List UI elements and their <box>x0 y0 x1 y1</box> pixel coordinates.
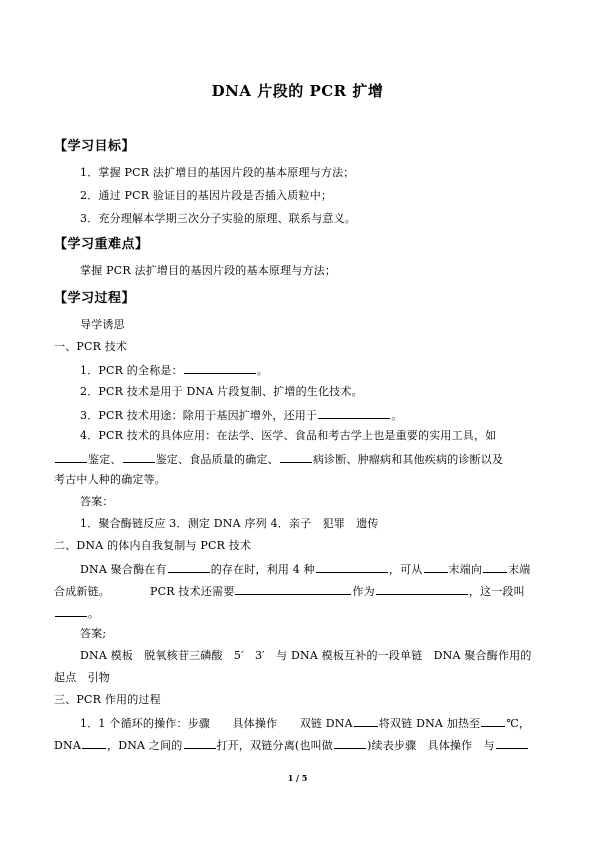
part3-l1-b: 将双链 DNA 加热至 <box>378 717 481 730</box>
fill-blank <box>235 583 351 595</box>
q4-part-b: 鉴定、食品质量的确定、 <box>155 453 279 466</box>
part1-heading: 一、PCR 技术 <box>54 340 128 353</box>
part2-l2-a: 合成新链。 <box>54 585 110 598</box>
goal-item: 1．掌握 PCR 法扩增目的基因片段的基本原理与方法； <box>80 166 355 179</box>
part2-line1 <box>80 561 531 577</box>
q1-end: 。 <box>256 364 268 377</box>
fill-blank <box>184 362 256 374</box>
fill-blank <box>496 737 528 749</box>
fill-blank <box>354 715 378 727</box>
goals-heading: 【学习目标】 <box>54 139 136 154</box>
part2-l1-a: DNA 聚合酶在有 <box>80 563 167 576</box>
intro-text: 导学诱思 <box>80 318 125 331</box>
part3-l2-b: ，DNA 之间的 <box>107 739 183 752</box>
part3-l1-c: ℃， <box>506 717 531 730</box>
q4-part-c: 病诊断、肿瘤病和其他疾病的诊断以及 <box>312 453 504 466</box>
part2-l2-b: PCR 技术还需要 <box>150 585 235 598</box>
part1-q4-line3: 考古中人种的确定等。 <box>54 473 166 486</box>
part1-q1 <box>80 362 268 378</box>
part2-heading: 二、DNA 的体内自我复制与 PCR 技术 <box>54 539 252 552</box>
part3-l2-c: 打开，双链分离(也叫做 <box>216 739 333 752</box>
fill-blank <box>376 583 468 595</box>
page-title: DNA 片段的 PCR 扩增 <box>211 82 384 100</box>
fill-blank <box>424 561 448 573</box>
page-number: 1 / 5 <box>287 773 308 783</box>
key-points-heading: 【学习重难点】 <box>54 237 149 252</box>
part2-line3 <box>54 605 99 621</box>
part2-answer-line1: DNA 模板 脱氧核苷三磷酸 5′ 3′ 与 DNA 模板互补的一段单链 DNA 聚合酶作用的 <box>80 649 532 662</box>
part2-l2-d: ，这一段叫 <box>468 585 525 598</box>
fill-blank <box>483 561 507 573</box>
q3-end: 。 <box>391 409 403 422</box>
fill-blank <box>55 451 87 463</box>
part1-answer-text: 1．聚合酶链反应 3．测定 DNA 序列 4．亲子 犯罪 遗传 <box>80 517 379 530</box>
part1-q4-line1: 4．PCR 技术的具体应用：在法学、医学、食品和考古学上也是重要的实用工具，如 <box>80 429 497 442</box>
part3-l2-d: )续表步骤 具体操作 与 <box>367 739 495 752</box>
fill-blank <box>334 737 366 749</box>
part3-l2-a: DNA <box>54 739 81 752</box>
part3-heading: 三、PCR 作用的过程 <box>54 693 161 706</box>
part2-line2 <box>54 583 525 599</box>
fill-blank <box>481 715 505 727</box>
q3-text: 3．PCR 技术用途：除用于基因扩增外，还用于 <box>80 409 318 422</box>
goal-item: 2．通过 PCR 验证目的基因片段是否插入质粒中； <box>80 189 333 202</box>
part3-line2 <box>54 737 529 753</box>
part2-l1-e: 末端 <box>508 563 531 576</box>
part2-l1-d: 末端向 <box>448 563 483 576</box>
q4-part-a: 鉴定、 <box>88 453 122 466</box>
fill-blank <box>168 561 210 573</box>
fill-blank <box>316 561 388 573</box>
part2-l1-b: 的存在时，利用 4 种 <box>210 563 315 576</box>
fill-blank <box>318 407 390 419</box>
fill-blank <box>184 737 216 749</box>
fill-blank <box>280 451 312 463</box>
part2-answer-line2: 起点 引物 <box>54 671 110 684</box>
part2-l2-c: 作为 <box>352 585 375 598</box>
fill-blank <box>123 451 155 463</box>
part1-answer-label: 答案： <box>80 495 114 508</box>
key-points-text: 掌握 PCR 法扩增目的基因片段的基本原理与方法； <box>80 264 337 277</box>
part2-l3-end: 。 <box>88 607 100 620</box>
q1-text: 1．PCR 的全称是： <box>80 364 183 377</box>
goal-item: 3．充分理解本学期三次分子实验的原理、联系与意义。 <box>80 212 356 225</box>
part1-q3 <box>80 407 402 423</box>
part2-l1-c: ，可从 <box>388 563 423 576</box>
fill-blank <box>55 605 87 617</box>
part3-l1-a: 1．1 个循环的操作：步骤 具体操作 双链 DNA <box>80 717 353 730</box>
part1-q4-line2 <box>54 451 503 467</box>
part3-line1 <box>80 715 530 731</box>
part2-answer-label: 答案; <box>80 627 107 640</box>
process-heading: 【学习过程】 <box>54 291 136 306</box>
fill-blank <box>82 737 106 749</box>
part1-q2: 2．PCR 技术是用于 DNA 片段复制、扩增的生化技术。 <box>80 385 363 398</box>
